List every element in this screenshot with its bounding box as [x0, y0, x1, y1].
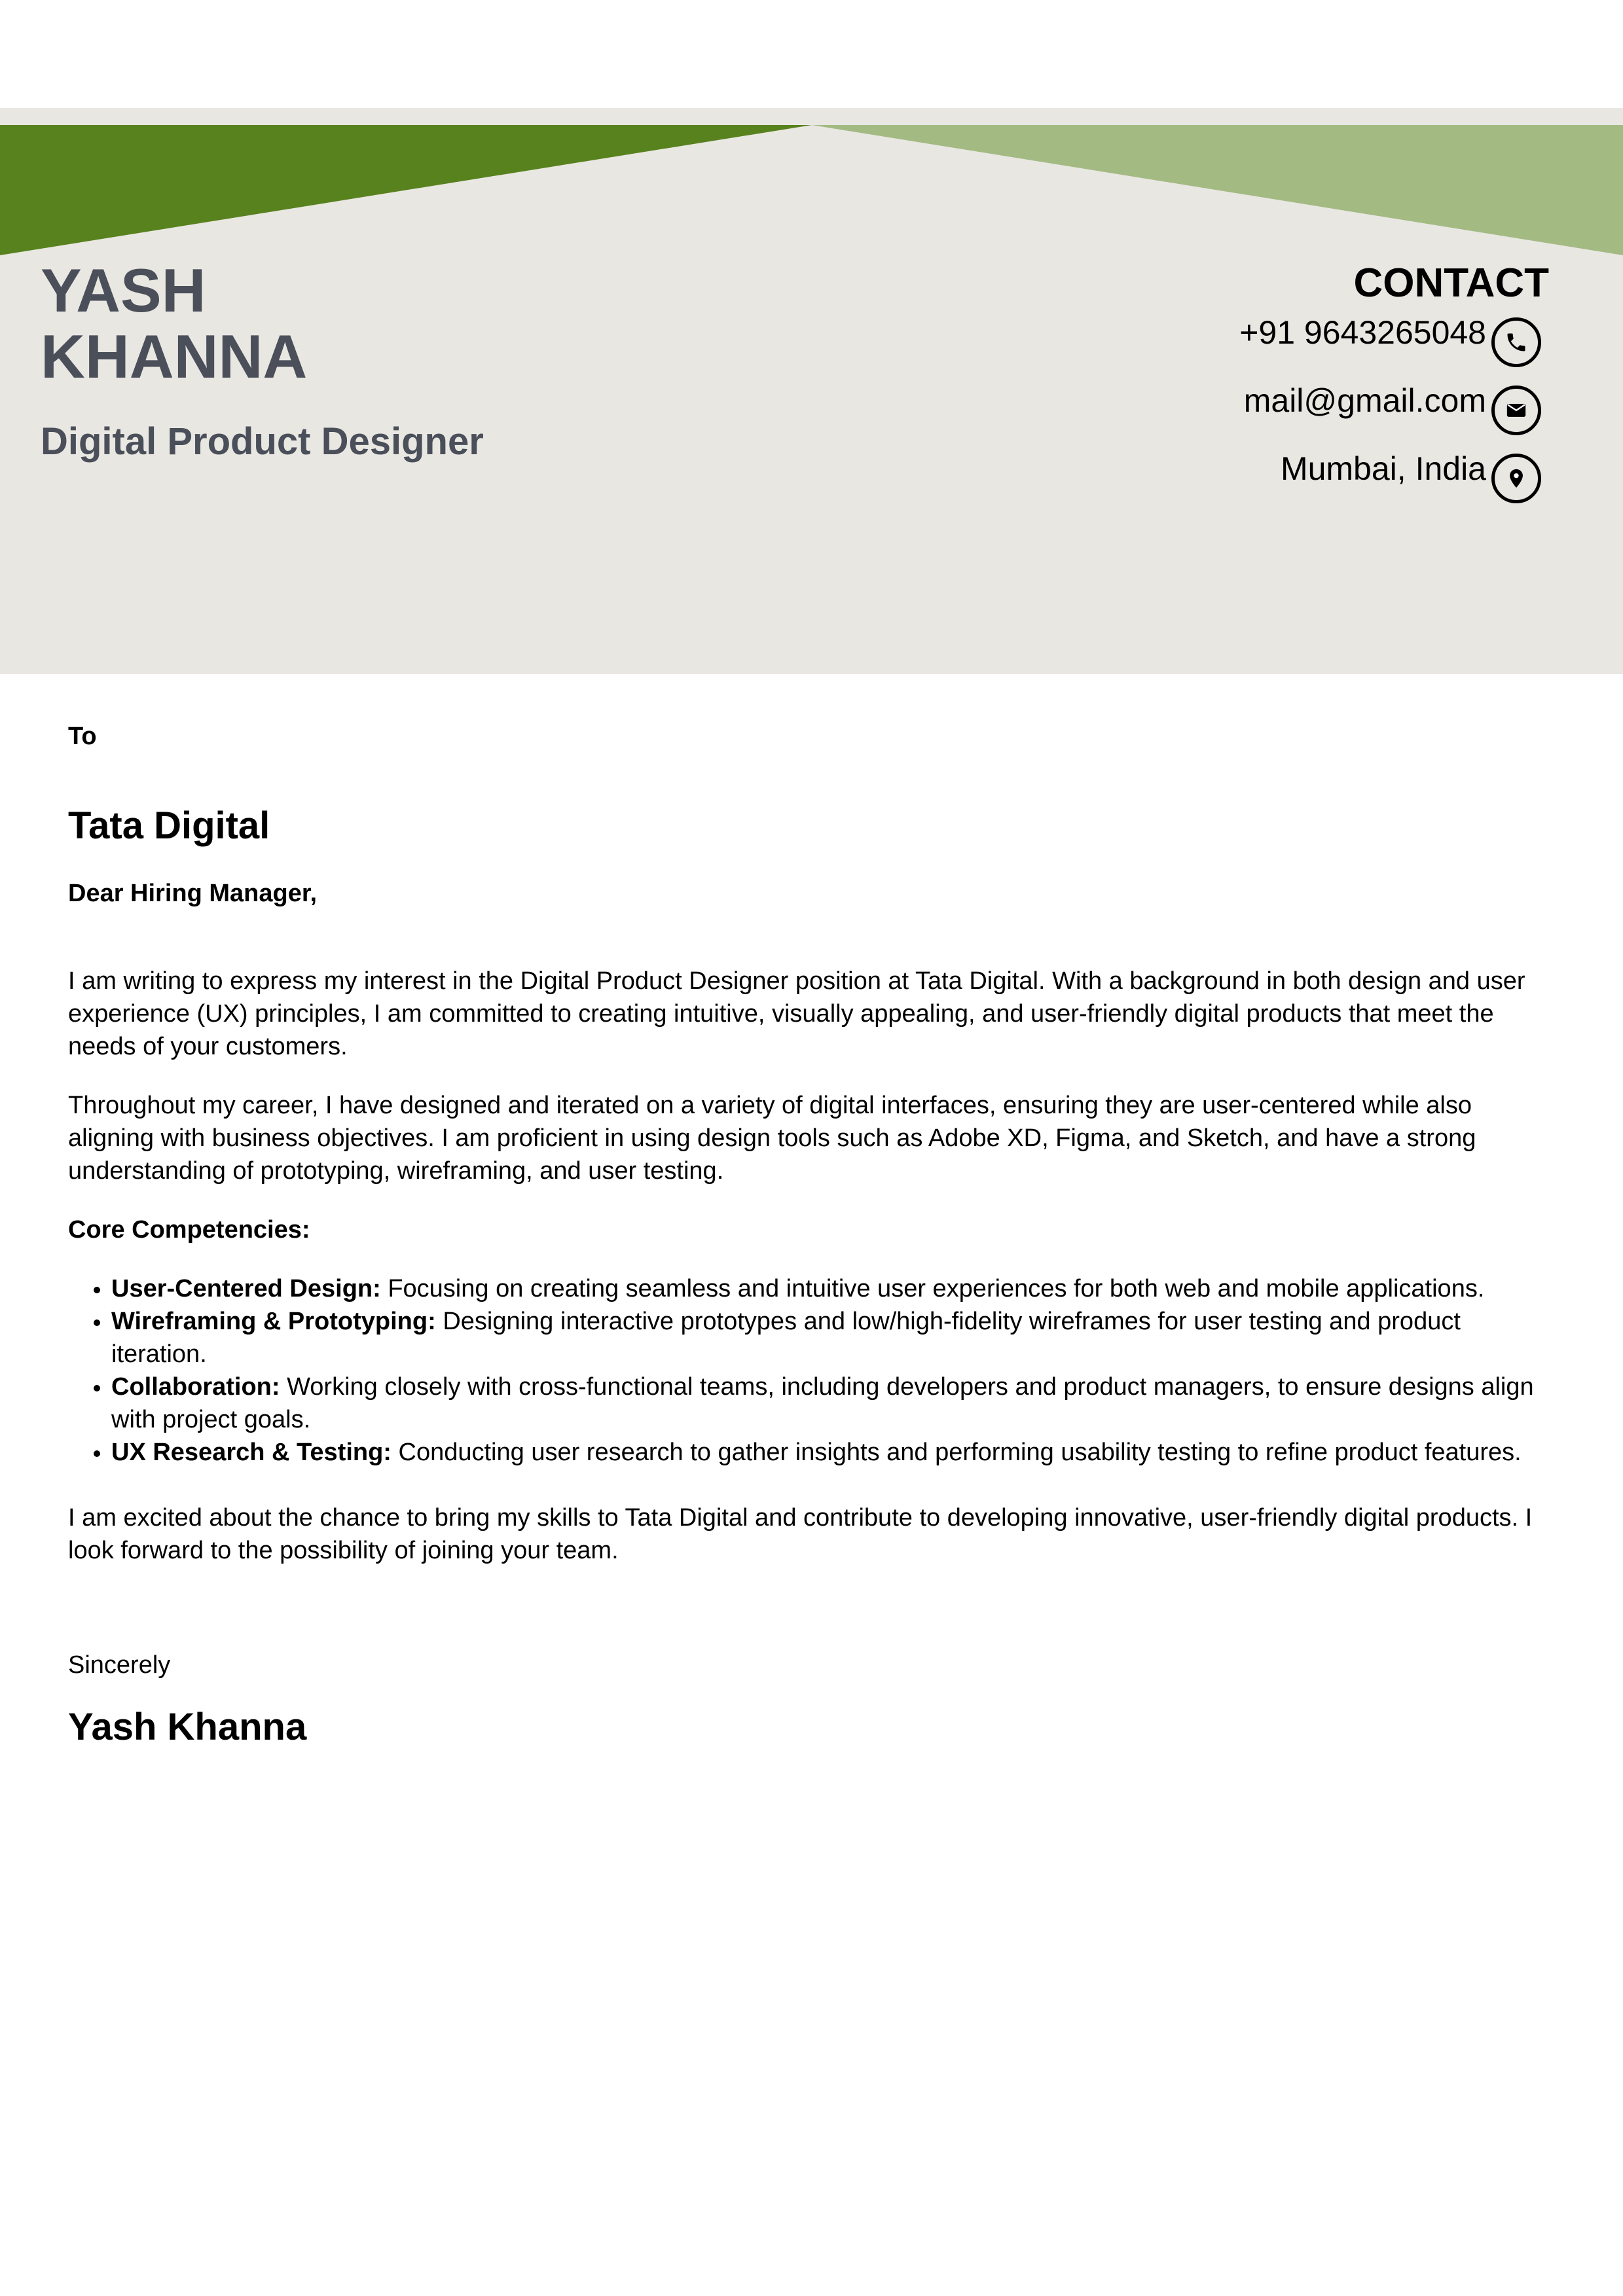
- dark-green-shape: [0, 125, 812, 255]
- sign-off: Sincerely: [68, 1651, 171, 1679]
- light-green-shape: [812, 125, 1623, 255]
- last-name: KHANNA: [41, 322, 308, 391]
- phone-icon: [1491, 317, 1541, 367]
- location-pin-icon: [1491, 454, 1541, 503]
- contact-heading: CONTACT: [1353, 260, 1549, 306]
- header-band: [0, 108, 1623, 674]
- contact-email-row: [1244, 366, 1541, 435]
- contact-phone-row: [1239, 298, 1541, 367]
- recipient-label: To: [68, 723, 97, 750]
- letter-body: [68, 720, 1561, 1753]
- contact-email[interactable]: mail@gmail.com: [1243, 382, 1486, 419]
- contact-phone[interactable]: +91 9643265048: [1239, 314, 1486, 351]
- applicant-name: [41, 257, 307, 389]
- competency-title: Wireframing & Prototyping:: [111, 1308, 436, 1335]
- competency-text: Designing interactive prototypes and low/high-fidelity wireframes for user testing and product iteration.: [111, 1308, 1461, 1368]
- envelope-icon: [1491, 386, 1541, 435]
- header-decorative-shapes: [0, 108, 1623, 272]
- job-title: Digital Product Designer: [41, 420, 484, 463]
- competency-title: UX Research & Testing:: [111, 1439, 392, 1466]
- intro-paragraph: I am writing to express my interest in the Digital Product Designer position at Tata Digital. With a background in both design and user experience (UX) principles, I am committed to creating intuitive, visually appealing, and user-friendly digital products that meet the needs of your customers.: [68, 967, 1525, 1060]
- experience-paragraph: Throughout my career, I have designed and iterated on a variety of digital interfaces, ensuring they are user-centered while also aligning with business objectives. I am proficient in using design tools such as Adobe XD, Figma, and Sketch, and have a strong understanding of prototyping, wireframing, and user testing.: [68, 1092, 1476, 1185]
- contact-location: Mumbai, India: [1280, 450, 1486, 487]
- competency-title: Collaboration:: [111, 1373, 280, 1401]
- first-name: YASH: [41, 256, 206, 325]
- competencies-heading: Core Competencies:: [68, 1216, 310, 1244]
- recipient-company: Tata Digital: [68, 804, 270, 847]
- signature-name: Yash Khanna: [68, 1706, 307, 1748]
- list-item: [111, 1305, 1561, 1371]
- salutation: Dear Hiring Manager,: [68, 880, 318, 907]
- closing-paragraph: I am excited about the chance to bring my skills to Tata Digital and contribute to developing innovative, user-friendly digital products. I look forward to the possibility of joining your team.: [68, 1504, 1533, 1564]
- list-item: [111, 1371, 1561, 1436]
- competency-text: Focusing on creating seamless and intuitive user experiences for both web and mobile applications.: [380, 1275, 1485, 1302]
- list-item: [111, 1272, 1561, 1305]
- list-item: [111, 1436, 1561, 1469]
- contact-location-row: [1281, 434, 1541, 503]
- competencies-list: [68, 1272, 1561, 1469]
- competency-text: Conducting user research to gather insights and performing usability testing to refine product features.: [391, 1439, 1522, 1466]
- competency-title: User-Centered Design:: [111, 1275, 381, 1302]
- competency-text: Working closely with cross-functional teams, including developers and product managers, to ensure designs align with project goals.: [111, 1373, 1534, 1433]
